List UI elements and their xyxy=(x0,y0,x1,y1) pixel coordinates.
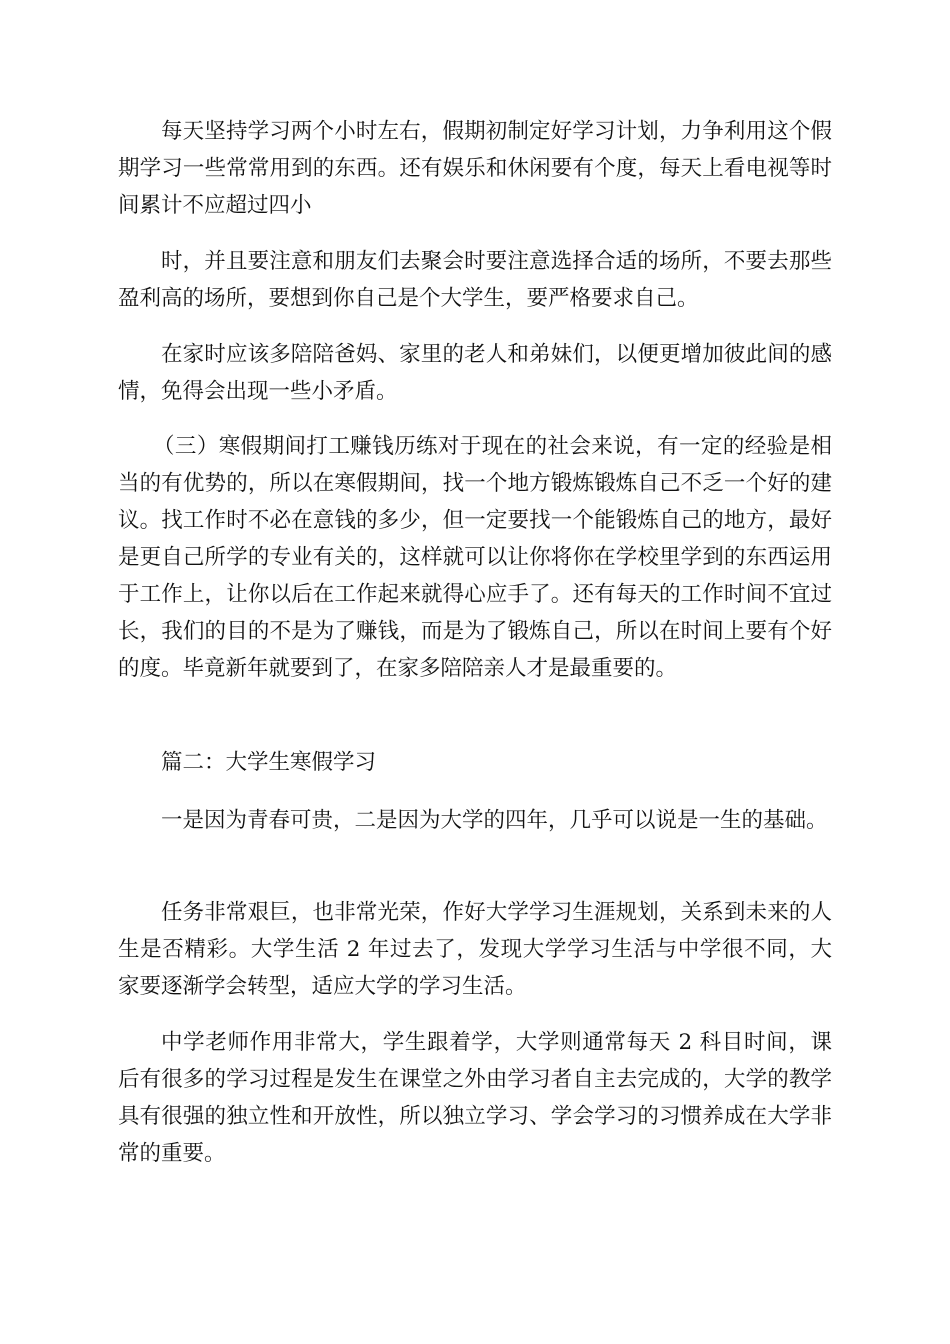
paragraph-independent-learning: 中学老师作用非常大，学生跟着学，大学则通常每天 2 科目时间，课后有很多的学习过程是发生在课堂之外由学习者自主去完成的，大学的教学具有很强的独立性和开放性，所以独立学习、学会学习的习惯养成在大学非常的重要。 xyxy=(118,1030,832,1166)
paragraph-study-plan: 每天坚持学习两个小时左右，假期初制定好学习计划，力争利用这个假期学习一些常常用到的东西。还有娱乐和休闲要有个度，每天上看电视等时间累计不应超过四小 xyxy=(118,119,832,218)
paragraph-gathering-places: 时，并且要注意和朋友们去聚会时要注意选择合适的场所，不要去那些盈利高的场所，要想到你自己是个大学生，要严格要求自己。 xyxy=(118,249,832,311)
section-heading-part-two: 篇二：大学生寒假学习 xyxy=(161,750,377,775)
paragraph-youth-foundation: 一是因为青春可贵，二是因为大学的四年，几乎可以说是一生的基础。 xyxy=(161,808,828,833)
paragraph-career-planning: 任务非常艰巨，也非常光荣，作好大学学习生涯规划，关系到未来的人生是否精彩。大学生活 2 年过去了，发现大学学习生活与中学很不同，大家要逐渐学会转型，适应大学的学习生活。 xyxy=(118,900,832,999)
paragraph-family-time: 在家时应该多陪陪爸妈、家里的老人和弟妹们，以便更增加彼此间的感情，免得会出现一些小矛盾。 xyxy=(118,342,832,404)
paragraph-part-time-work: （三）寒假期间打工赚钱历练对于现在的社会来说，有一定的经验是相当的有优势的，所以在寒假期间，找一个地方锻炼锻炼自己不乏一个好的建议。找工作时不必在意钱的多少，但一定要找一个能锻炼自己的地方，最好是更自己所学的专业有关的，这样就可以让你将你在学校里学到的东西运用于工作上，让你以后在工作起来就得心应手了。还有每天的工作时间不宜过长，我们的目的不是为了赚钱，而是为了锻炼自己，所以在时间上要有个好的度。毕竟新年就要到了，在家多陪陪亲人才是最重要的。 xyxy=(118,434,832,681)
